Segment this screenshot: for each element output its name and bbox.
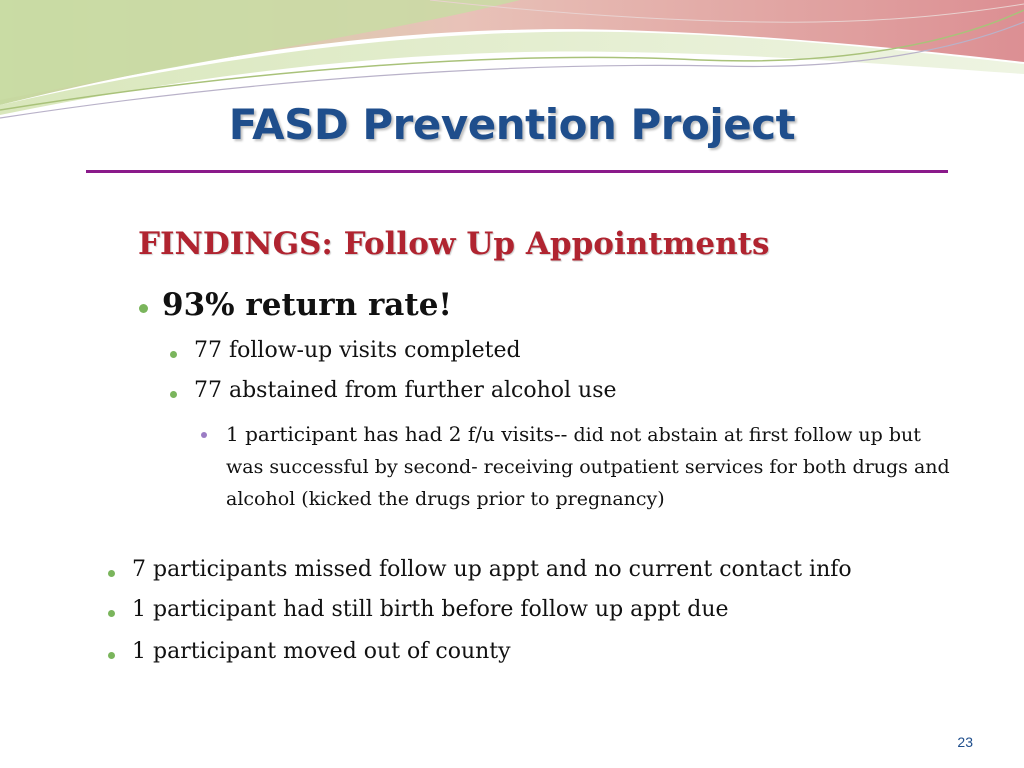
bullet-main: 93% return rate! <box>162 287 453 323</box>
bullet-icon <box>201 432 207 438</box>
bullet-icon <box>170 391 177 398</box>
bullet-icon <box>170 351 177 358</box>
bullet-icon <box>108 652 115 659</box>
detail-rest: did not abstain at first follow up but was successful by second- receiving outpatient services for both drugs and alcohol (kicked the drugs prior to pregnancy) <box>226 424 950 510</box>
title-divider <box>86 170 948 173</box>
bullet-sub-visits: 77 follow-up visits completed <box>194 338 521 363</box>
bullet-icon <box>108 570 115 577</box>
detail-lead: 1 participant has had 2 f/u visits-- <box>226 422 568 446</box>
section-subheading: FINDINGS: Follow Up Appointments <box>138 226 770 262</box>
bullet-sub-abstained: 77 abstained from further alcohol use <box>194 378 617 403</box>
lower-bullet-moved: 1 participant moved out of county <box>132 639 511 664</box>
bullet-icon <box>139 304 148 313</box>
lower-bullet-missed: 7 participants missed follow up appt and no current contact info <box>132 557 852 582</box>
slide-title: FASD Prevention Project <box>228 100 796 149</box>
bullet-sub-participant-detail <box>226 419 961 515</box>
bullet-icon <box>108 610 115 617</box>
lower-bullet-still-birth: 1 participant had still birth before follow up appt due <box>132 597 729 622</box>
page-number: 23 <box>957 734 973 750</box>
